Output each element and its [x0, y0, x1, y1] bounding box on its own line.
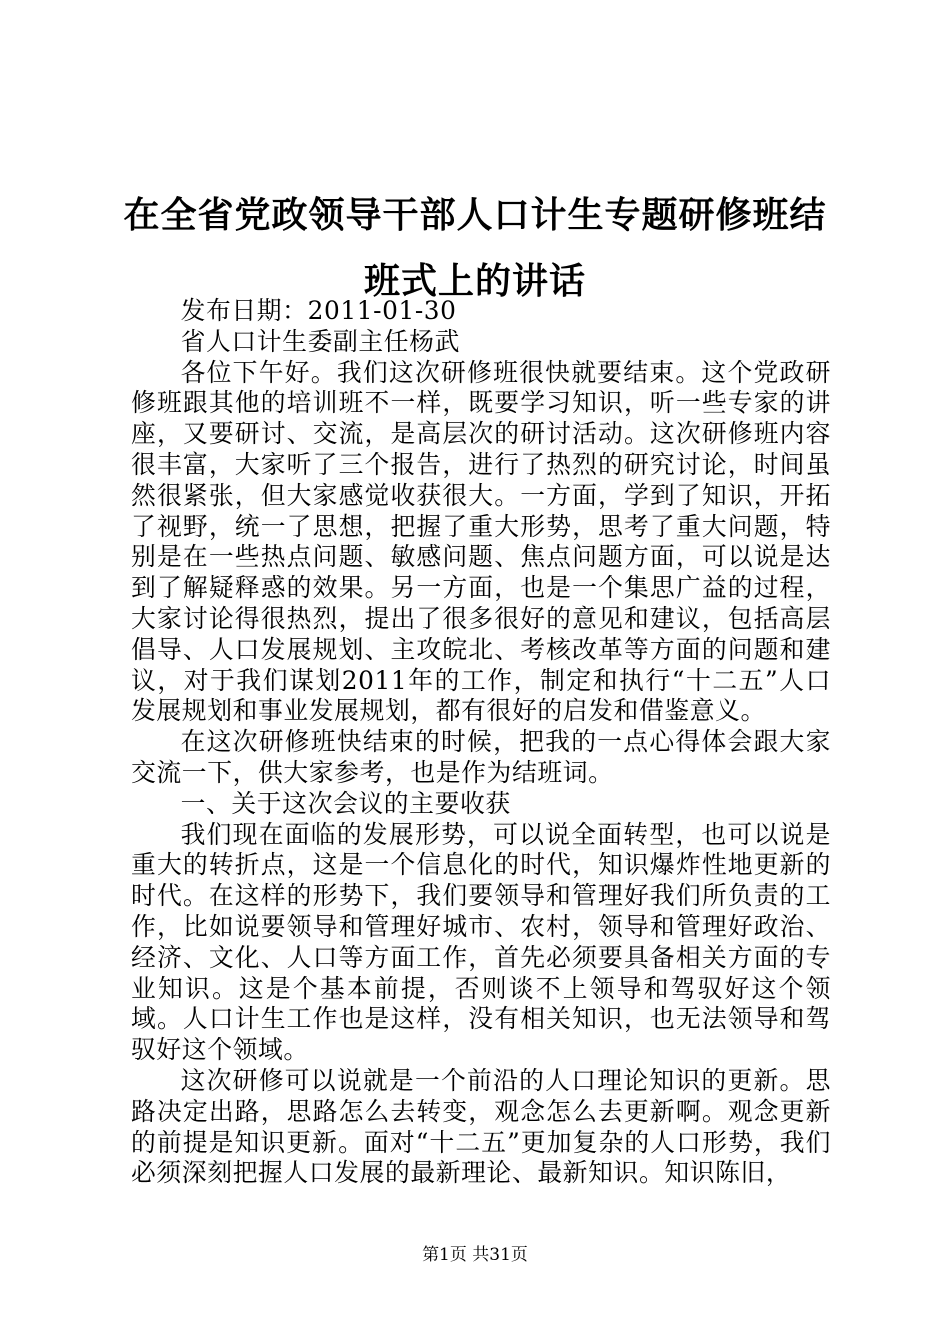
publish-date: 发布日期：2011-01-30: [180, 296, 457, 325]
author-line: 省人口计生委副主任杨武: [180, 326, 460, 356]
document-title: 在全省党政领导干部人口计生专题研修班结班式上的讲话: [123, 194, 827, 302]
paragraph: 我们现在面临的发展形势，可以说全面转型，也可以说是重大的转折点，这是一个信息化的时代，知识爆炸性地更新的时代。在这样的形势下，我们要领导和管理好我们所负责的工作，比如说要领导和管理好城市、农村，领导和管理好政治、经济、文化、人口等方面工作，首先必须要具备相关方面的专业知识。这是个基本前提，否则谈不上领导和驾驭好这个领域。人口计生工作也是这样，没有相关知识，也无法领导和驾驭好这个领域。: [131, 819, 831, 1065]
section-heading: 一、关于这次会议的主要收获: [180, 788, 511, 818]
page-footer: 第1页 共31页: [422, 1245, 528, 1265]
paragraph: 这次研修可以说就是一个前沿的人口理论知识的更新。思路决定出路，思路怎么去转变，观念怎么去更新啊。观念更新的前提是知识更新。面对“十二五”更加复杂的人口形势，我们必须深刻把握人口发展的最新理论、最新知识。知识陈旧，: [131, 1065, 831, 1188]
document-body: [131, 296, 831, 1189]
paragraph: 在这次研修班快结束的时候，把我的一点心得体会跟大家交流一下，供大家参考，也是作为结班词。: [131, 727, 831, 787]
paragraph: 各位下午好。我们这次研修班很快就要结束。这个党政研修班跟其他的培训班不一样，既要学习知识，听一些专家的讲座，又要研讨、交流，是高层次的研讨活动。这次研修班内容很丰富，大家听了三个报告，进行了热烈的研究讨论，时间虽然很紧张，但大家感觉收获很大。一方面，学到了知识，开拓了视野，统一了思想，把握了重大形势，思考了重大问题，特别是在一些热点问题、敏感问题、焦点问题方面，可以说是达到了解疑释惑的效果。另一方面，也是一个集思广益的过程，大家讨论得很热烈，提出了很多很好的意见和建议，包括高层倡导、人口发展规划、主攻皖北、考核改革等方面的问题和建议，对于我们谋划2011年的工作，制定和执行“十二五”人口发展规划和事业发展规划，都有很好的启发和借鉴意义。: [131, 357, 831, 726]
